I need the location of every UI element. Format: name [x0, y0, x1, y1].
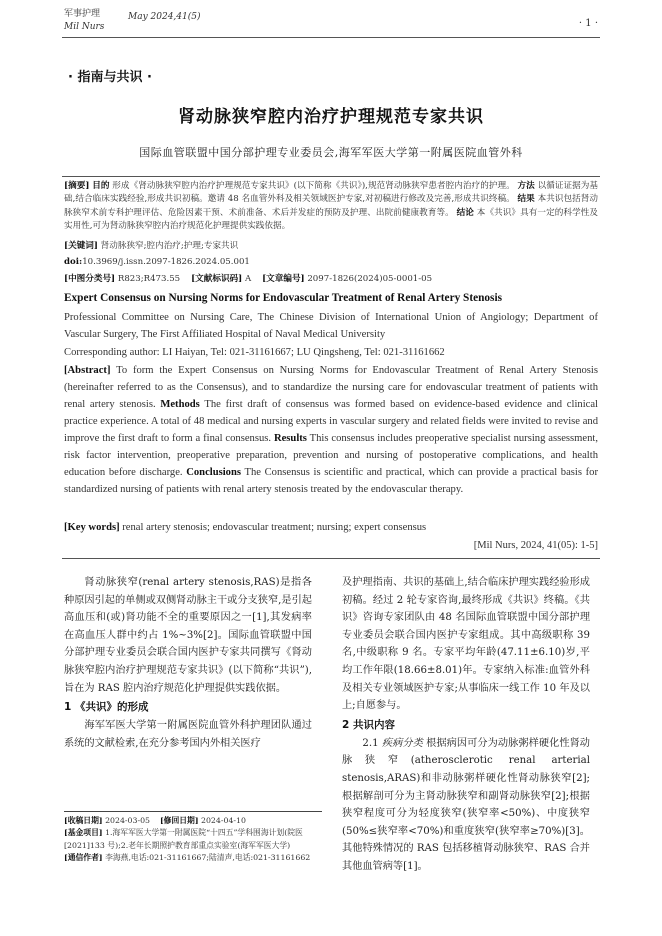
header-rule	[62, 37, 600, 38]
keywords-en: [Key words] renal artery stenosis; endovascular treatment; nursing; expert consensus	[64, 522, 427, 533]
authors-en: Professional Committee on Nursing Care, The Chinese Division of International Union of Angiology; Department of Vascular Surgery, The First Affiliated Hospital of Naval Medical University	[64, 312, 598, 340]
footnote-fund: [基金项目] 1.海军军医大学第一附属医院“十四五”学科围海计划(院医[2021]133 号);2.老年长期照护教育部重点实验室(海军军医大学)	[64, 828, 303, 850]
section-heading: 2 共识内容	[342, 718, 395, 731]
citation: [Mil Nurs, 2024, 41(05): 1-5]	[473, 540, 598, 551]
body-paragraph: 海军军医大学第一附属医院血管外科护理团队通过系统的文献检索,在充分参考国内外相关医疗	[64, 720, 312, 749]
journal-name-en: Mil Nurs	[64, 22, 105, 32]
article-title-cn: 肾动脉狭窄腔内治疗护理规范专家共识	[178, 107, 484, 127]
body-paragraph: 及护理指南、共识的基础上,结合临床护理实践经验形成初稿。经过 2 轮专家咨询,最终形成《共识》终稿。《共识》咨询专家团队由 48 名国际血管联盟中国分部护理专业委员会联合国内医护专家组成。其中高级职称 39 名,中级职称 9 名。专家平均年龄(47.11±6.10)岁,平均工作年限(18.66±8.01)年。专家纳入标准:血管外科及相关专业领域医护专家;从事临床一线工作 10 年及以上;自愿参与。	[342, 577, 590, 712]
authors-cn: 国际血管联盟中国分部护理专业委员会,海军军医大学第一附属医院血管外科	[139, 146, 523, 159]
classification-line: [中图分类号] R823;R473.55 [文献标识码] A [文章编号] 2097-1826(2024)05-0001-05	[64, 274, 433, 284]
section-heading: 1 《共识》的形成	[64, 701, 149, 714]
footnote-dates: [收稿日期] 2024-03-05 [修回日期] 2024-04-10	[64, 816, 246, 825]
article-title-en: Expert Consensus on Nursing Norms for Endovascular Treatment of Renal Artery Stenosis	[64, 292, 502, 304]
journal-name-cn: 军事护理	[64, 9, 101, 19]
section-tag: · 指南与共识 ·	[68, 70, 152, 85]
footnote-corresponding: [通信作者] 李海燕,电话:021-31161667;陆清声,电话:021-31161662	[64, 853, 311, 863]
body-left-column	[64, 574, 312, 752]
body-paragraph: 肾动脉狭窄(renal artery stenosis,RAS)是指各种原因引起的单侧或双侧肾动脉主干或分支狭窄,是引起高血压和(或)肾功能不全的重要原因之一[1],其发病率在高血压人群中约占 1%~3%[2]。国际血管联盟中国分部护理专业委员会联合国内医护专家共同撰写《肾动脉狭窄腔内治疗护理规范专家共识》(以下简称“共识”),旨在为 RAS 腔内治疗规范化护理提供实践依据。	[64, 577, 312, 694]
abstract-cn: [摘要] 目的 形成《肾动脉狭窄腔内治疗护理规范专家共识》(以下简称《共识》),规范肾动脉狭窄患者腔内治疗的护理。 方法 以循证证据为基础,结合临床实践经验,形成共识初稿。邀请 48 名血管外科及相关领域医护专家,对初稿进行修改及完善,形成共识终稿。 结果 本共识包括肾动脉狭窄术前专科护理评估、危险因素干预、术前准备、术后并发症的预防及护理、出院前健康教育等。 结论 本《共识》具有一定的科学性及实用性,可为肾动脉狭窄腔内治疗规范化护理提供实践依据。	[64, 181, 599, 231]
abstract-en: [Abstract] To form the Expert Consensus on Nursing Norms for Endovascular Treatment of Renal Artery Stenosis (hereinafter referred to as the Consensus), and to standardize the nursing care for endovascular treatment of patients with renal artery stenosis. Methods The first draft of consensus was formed based on evidence-based evidence and clinical practice experience. A total of 48 medical and nursing experts in vascular surgery and related fields were invited to revise and improve the first draft to form a final consensus. Results This consensus includes preoperative specialist nursing assessment, risk factor intervention, preoperative preparation, prevention and nursing of postoperative complications, and health education before discharge. Conclusions The Consensus is scientific and practical, which can provide a practical basis for standardized nursing of patients with renal artery stenosis treated by the endovascular therapy.	[64, 365, 598, 495]
abstract-top-rule	[62, 176, 600, 177]
keywords-cn: [关键词] 肾动脉狭窄;腔内治疗;护理;专家共识	[64, 241, 239, 251]
doi: doi:10.3969/j.issn.2097-1826.2024.05.001	[64, 257, 250, 267]
footnotes	[64, 815, 322, 865]
running-header-journal	[64, 8, 104, 34]
body-right-column	[342, 574, 590, 876]
corresponding-author-en: Corresponding author: LI Haiyan, Tel: 021-31161667; LU Qingsheng, Tel: 021-31161662	[64, 347, 445, 358]
body-paragraph: 2.1 疾病分类 根据病因可分为动脉粥样硬化性肾动脉狭窄(atherosclerotic renal arterial stenosis,ARAS)和非动脉粥样硬化性肾动脉狭窄[2];根据解剖可分为主肾动脉狭窄和副肾动脉狭窄[2];根据狭窄程度可分为轻度狭窄(狭窄率<50%)、中度狭窄(50%≤狭窄率<70%)和重度狭窄(狭窄率≥70%)[3]。其他特殊情况的 RAS 包括移植肾动脉狭窄、RAS 合并其他血管病等[1]。	[342, 737, 590, 872]
issue-info: May 2024,41(5)	[128, 12, 201, 22]
footnote-rule	[64, 811, 322, 812]
page-number: · 1 ·	[578, 18, 598, 29]
abstract-bottom-rule	[62, 558, 600, 559]
